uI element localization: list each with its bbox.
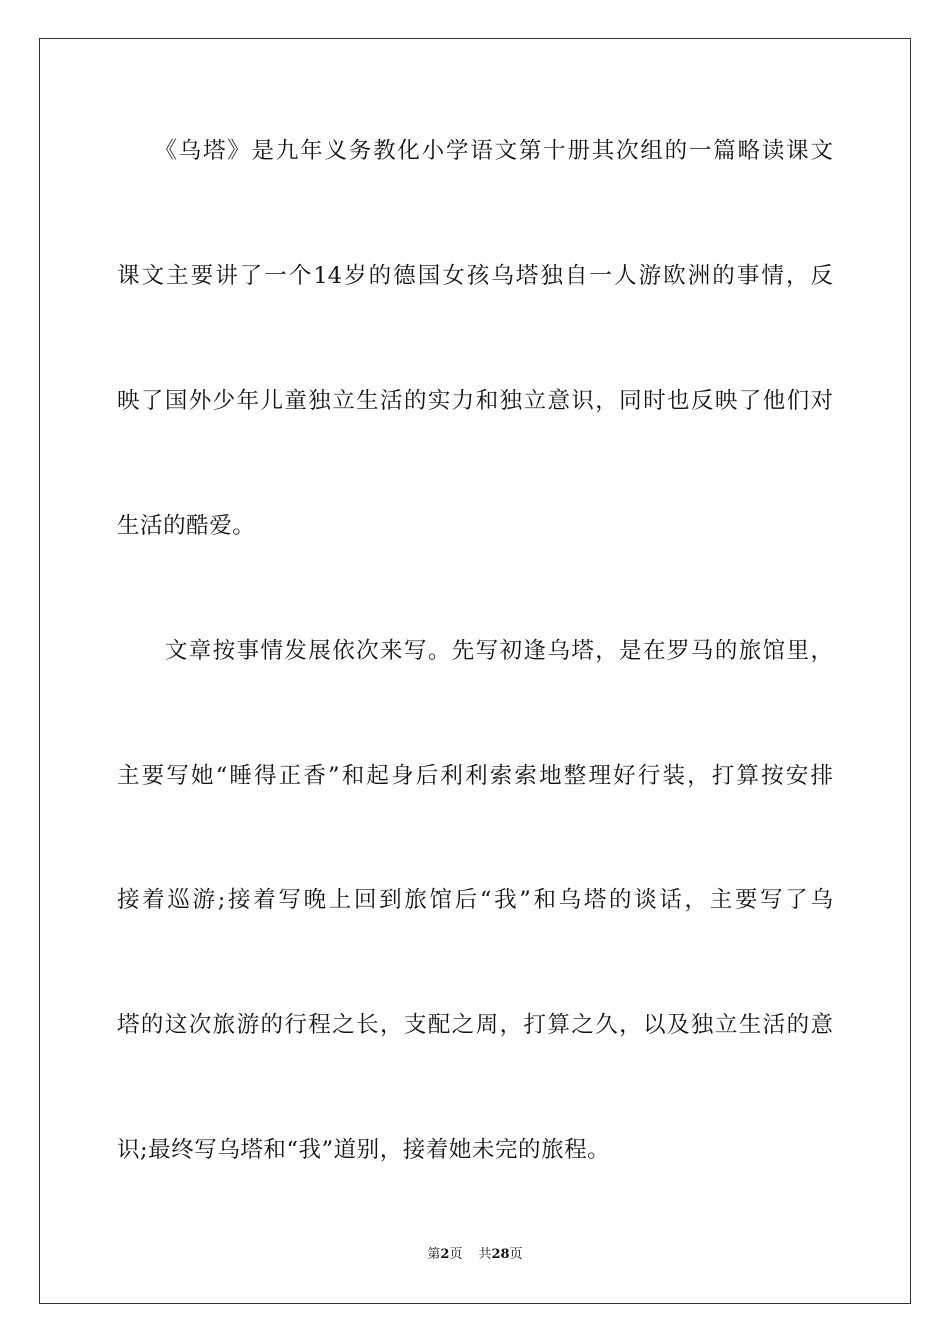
- page-border: [39, 38, 911, 1304]
- footer-prefix: 第: [427, 1247, 441, 1262]
- footer-total-suffix: 页: [509, 1247, 523, 1262]
- footer-total-pages: 28: [491, 1247, 510, 1262]
- paragraph-1-line-4: 生活的酷爱。: [117, 513, 256, 539]
- footer-total-prefix: 共: [478, 1247, 492, 1262]
- page-footer: [0, 1246, 950, 1264]
- paragraph-2-line-5: 识;最终写乌塔和“我”道别，接着她未完的旅程。: [117, 1137, 611, 1163]
- paragraph-1-line-3: 映了国外少年儿童独立生活的实力和独立意识，同时也反映了他们对: [117, 388, 833, 414]
- paragraph-1-line-2: 课文主要讲了一个14岁的德国女孩乌塔独自一人游欧洲的事情，反: [117, 263, 833, 289]
- paragraph-2-line-2: 主要写她“睡得正香”和起身后利利索索地整理好行装，打算按安排: [117, 763, 833, 789]
- paragraph-2-line-3: 接着巡游;接着写晚上回到旅馆后“我”和乌塔的谈话，主要写了乌: [117, 887, 833, 913]
- footer-page-number: 2: [440, 1247, 450, 1262]
- paragraph-2-line-4: 塔的这次旅游的行程之长，支配之周，打算之久，以及独立生活的意: [117, 1012, 833, 1038]
- paragraph-1-line-1: 《乌塔》是九年义务教化小学语文第十册其次组的一篇略读课文: [117, 138, 833, 164]
- footer-page-suffix: 页: [449, 1247, 463, 1262]
- paragraph-2-line-1: 文章按事情发展依次来写。先写初逢乌塔，是在罗马的旅馆里，: [117, 638, 833, 664]
